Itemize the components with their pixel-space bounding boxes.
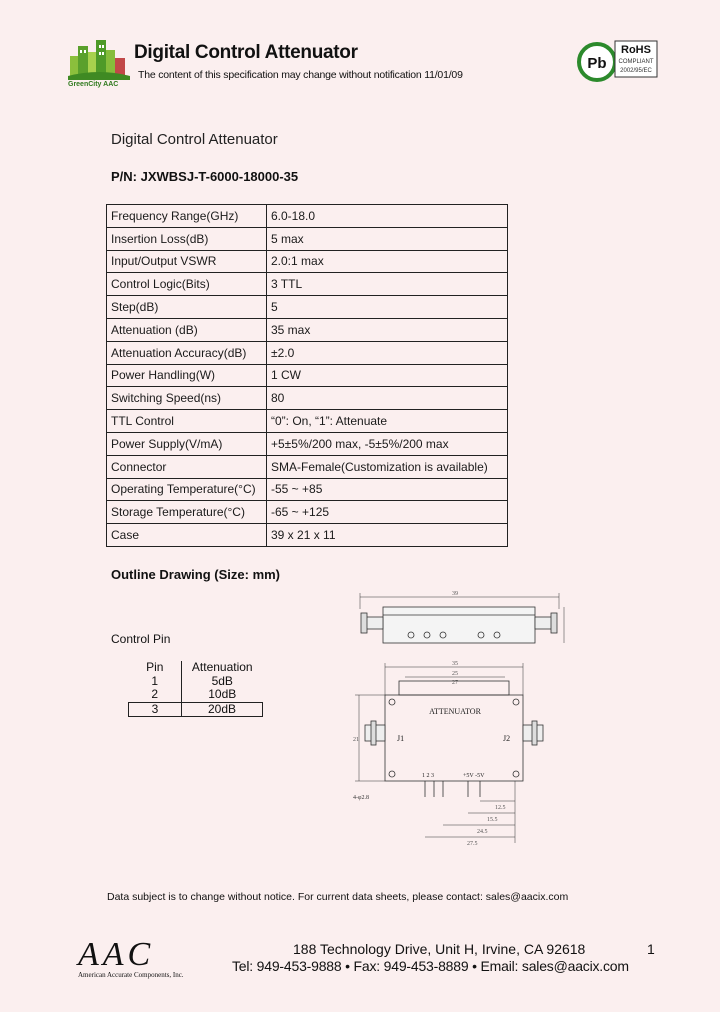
- spec-label: Attenuation Accuracy(dB): [107, 341, 267, 364]
- directive-text: 2002/95/EC: [620, 68, 652, 74]
- outline-drawing-title: Outline Drawing (Size: mm): [111, 567, 281, 582]
- spec-label: Connector: [107, 455, 267, 478]
- dimension-front-width: 35: [452, 661, 458, 667]
- spec-label: Switching Speed(ns): [107, 387, 267, 410]
- attenuation-column-header: Attenuation: [191, 660, 253, 675]
- greencity-aac-logo: [66, 36, 132, 88]
- dimension-inner-width-27: 27: [452, 680, 458, 686]
- part-number: P/N: JXWBSJ-T-6000-18000-35: [111, 169, 299, 184]
- table-row: [107, 387, 508, 410]
- table-row: [107, 524, 508, 547]
- outline-drawing: [345, 585, 575, 860]
- pin-column-header: Pin: [129, 661, 182, 675]
- spec-value: 5: [267, 296, 508, 319]
- aac-logo-text: AAC: [78, 936, 155, 973]
- table-row: [107, 341, 508, 364]
- spec-value: SMA-Female(Customization is available): [267, 455, 508, 478]
- spec-value: 1 CW: [267, 364, 508, 387]
- spec-value: 2.0:1 max: [267, 250, 508, 273]
- table-row: [129, 688, 263, 702]
- spec-value: 80: [267, 387, 508, 410]
- spec-label: Power Supply(V/mA): [107, 432, 267, 455]
- disclaimer-text: Data subject is to change without notice. For current data sheets, please contact: sales@aacix.com: [107, 891, 569, 903]
- pb-symbol: Pb: [587, 55, 607, 72]
- pin-number: 3: [129, 702, 182, 717]
- table-row: [107, 478, 508, 501]
- spec-label: Case: [107, 524, 267, 547]
- dimension-height: 21: [353, 737, 359, 743]
- aac-logo: [72, 935, 212, 981]
- table-row: [107, 432, 508, 455]
- table-row: [107, 364, 508, 387]
- logo-text: GreenCity AAC: [68, 81, 119, 88]
- aac-company-name: American Accurate Components, Inc.: [78, 971, 184, 979]
- front-view-drawing: [355, 663, 543, 843]
- pin-number: 2: [129, 688, 182, 702]
- spec-value: +5±5%/200 max, -5±5%/200 max: [267, 432, 508, 455]
- control-pin-table: [128, 661, 263, 717]
- j1-label: J1: [397, 734, 405, 743]
- pin-attenuation: 5dB: [211, 673, 233, 688]
- dimension-27-5: 27.5: [467, 841, 478, 847]
- table-row: [129, 675, 263, 689]
- compliant-text: COMPLIANT: [618, 59, 654, 65]
- spec-label: Control Logic(Bits): [107, 273, 267, 296]
- dimension-inner-width: 25: [452, 671, 458, 677]
- pin-attenuation: 10dB: [208, 687, 237, 702]
- spec-label: Frequency Range(GHz): [107, 205, 267, 228]
- pin-numbers-label: 1 2 3: [422, 773, 434, 779]
- pin-attenuation: 20dB: [182, 702, 263, 717]
- table-row: [129, 702, 263, 717]
- table-row: [107, 318, 508, 341]
- spec-label: Insertion Loss(dB): [107, 227, 267, 250]
- specifications-table: [106, 204, 508, 547]
- company-address: 188 Technology Drive, Unit H, Irvine, CA 92618: [293, 941, 586, 957]
- table-row: [107, 227, 508, 250]
- rohs-badge: [577, 38, 659, 86]
- rohs-text: RoHS: [621, 44, 651, 56]
- mounting-hole-label: 4-φ2.8: [353, 795, 369, 801]
- contact-info: Tel: 949-453-9888 • Fax: 949-453-8889 • Email: sales@aacix.com: [232, 958, 629, 974]
- control-pin-label: Control Pin: [111, 632, 171, 646]
- table-row: [107, 205, 508, 228]
- top-view-drawing: [360, 593, 564, 643]
- spec-value: 39 x 21 x 11: [267, 524, 508, 547]
- table-row: [107, 250, 508, 273]
- dimension-width: 39: [452, 591, 458, 597]
- table-row: [107, 296, 508, 319]
- dimension-24-5: 24.5: [477, 829, 488, 835]
- section-title: Digital Control Attenuator: [111, 131, 278, 148]
- attenuator-label: ATTENUATOR: [429, 707, 481, 716]
- spec-value: 5 max: [267, 227, 508, 250]
- page-number: 1: [647, 941, 655, 957]
- table-row: [107, 273, 508, 296]
- spec-value: 35 max: [267, 318, 508, 341]
- table-row: [107, 501, 508, 524]
- table-row: [107, 455, 508, 478]
- pin-number: 1: [129, 675, 182, 689]
- table-row: [107, 410, 508, 433]
- spec-value: “0”: On, “1”: Attenuate: [267, 410, 508, 433]
- spec-value: 3 TTL: [267, 273, 508, 296]
- document-title: Digital Control Attenuator: [134, 42, 358, 63]
- spec-label: Operating Temperature(°C): [107, 478, 267, 501]
- spec-label: Step(dB): [107, 296, 267, 319]
- spec-value: 6.0-18.0: [267, 205, 508, 228]
- spec-label: Power Handling(W): [107, 364, 267, 387]
- spec-value: ±2.0: [267, 341, 508, 364]
- spec-label: TTL Control: [107, 410, 267, 433]
- spec-label: Storage Temperature(°C): [107, 501, 267, 524]
- spec-label: Input/Output VSWR: [107, 250, 267, 273]
- dimension-12-5: 12.5: [495, 805, 506, 811]
- spec-value: -55 ~ +85: [267, 478, 508, 501]
- j2-label: J2: [503, 734, 511, 743]
- power-pins-label: +5V -5V: [463, 773, 485, 779]
- change-notice: The content of this specification may change without notification 11/01/09: [138, 69, 463, 81]
- spec-value: -65 ~ +125: [267, 501, 508, 524]
- spec-label: Attenuation (dB): [107, 318, 267, 341]
- dimension-15-5: 15.5: [487, 817, 498, 823]
